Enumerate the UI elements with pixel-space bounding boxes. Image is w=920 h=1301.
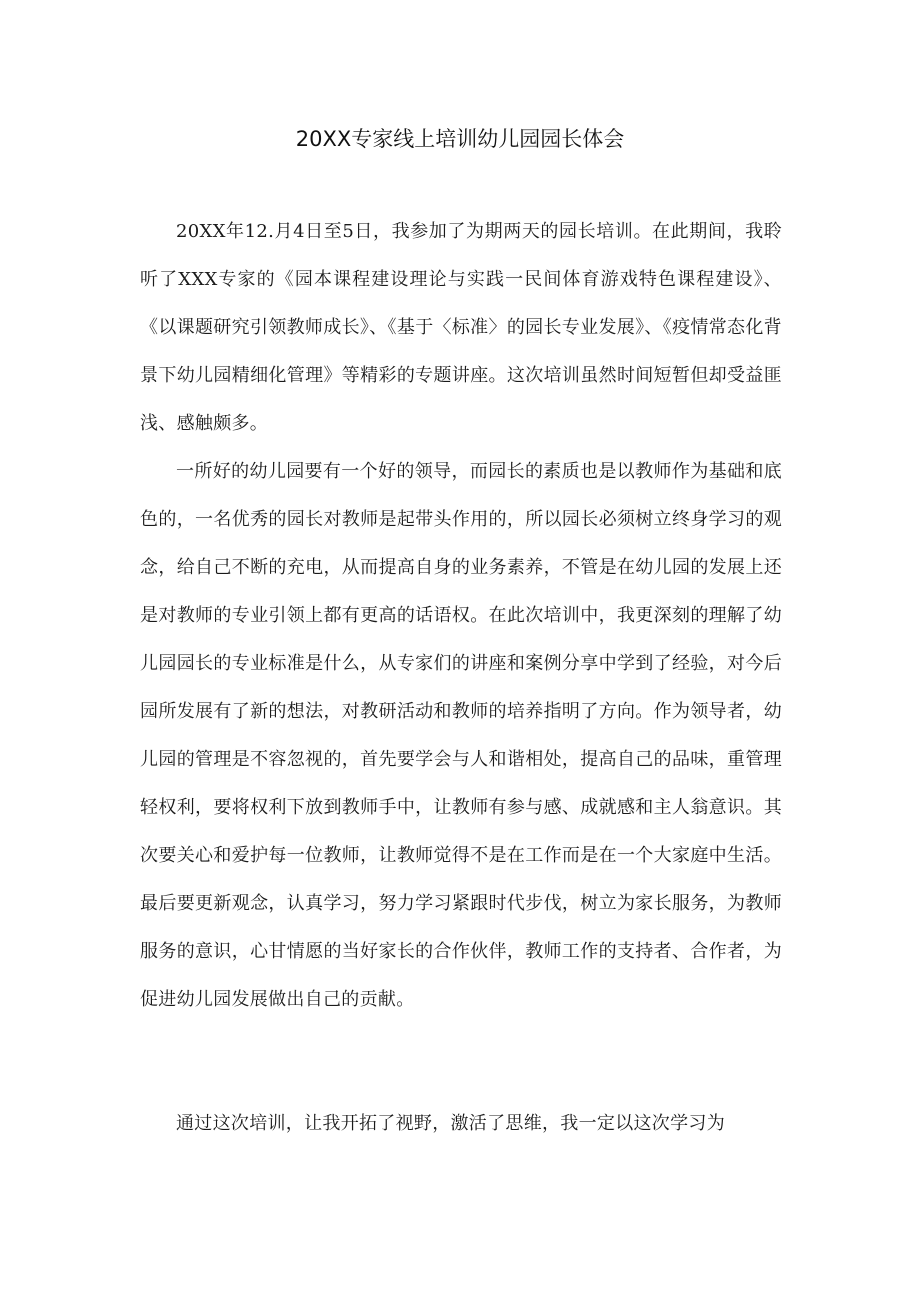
paragraph-1: 20XX年12.月4日至5日，我参加了为期两天的园长培训。在此期间，我聆听了XXX专家的《园本课程建设理论与实践一民间体育游戏特色课程建设》、《以课题研究引领教师成长》、《基于〈标准〉的园长专业发展》、《疫情常态化背景下幼儿园精细化管理》等精彩的专题讲座。这次培训虽然时间短暂但却受益匪浅、感触颇多。 (140, 221, 782, 434)
paragraph-3: 通过这次培训，让我开拓了视野，激活了思维，我一定以这次学习为 (176, 1113, 725, 1134)
document-title: 20XX专家线上培训幼儿园园长体会 (295, 127, 625, 151)
paragraph-2: 一所好的幼儿园要有一个好的领导，而园长的素质也是以教师作为基础和底色的，一名优秀的园长对教师是起带头作用的，所以园长必须树立终身学习的观念，给自己不断的充电，从而提高自身的业务素养，不管是在幼儿园的发展上还是对教师的专业引领上都有更高的话语权。在此次培训中，我更深刻的理解了幼儿园园长的专业标准是什么，从专家们的讲座和案例分享中学到了经验，对今后园所发展有了新的想法，对教研活动和教师的培养指明了方向。作为领导者，幼儿园的管理是不容忽视的，首先要学会与人和谐相处，提高自己的品味，重管理轻权利，要将权利下放到教师手中，让教师有参与感、成就感和主人翁意识。其次要关心和爱护每一位教师，让教师觉得不是在工作而是在一个大家庭中生活。最后要更新观念，认真学习，努力学习紧跟时代步伐，树立为家长服务，为教师服务的意识，心甘情愿的当好家长的合作伙伴，教师工作的支持者、合作者，为促进幼儿园发展做出自己的贡献。 (140, 461, 782, 1010)
